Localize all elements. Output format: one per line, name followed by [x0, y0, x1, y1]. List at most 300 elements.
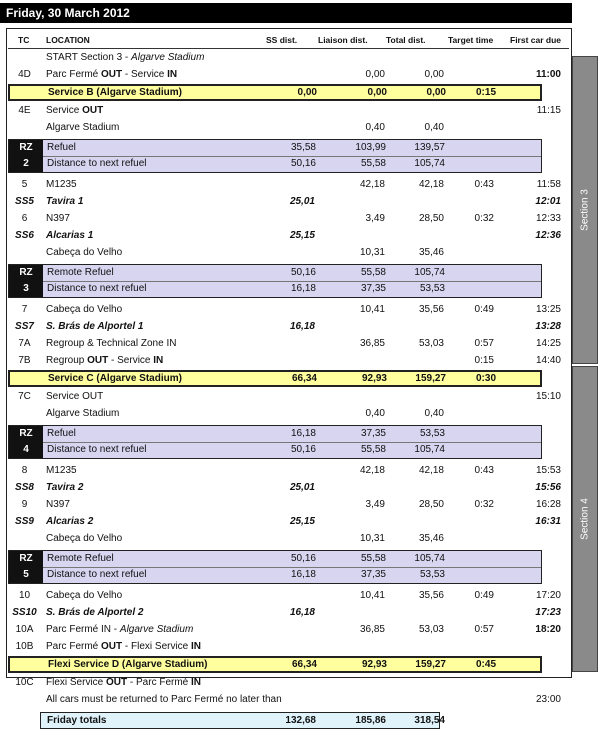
- table-row: [8, 405, 569, 422]
- target-time: [445, 691, 494, 708]
- itinerary-table: [8, 30, 569, 729]
- target-time: [445, 318, 494, 335]
- location-bold: OUT: [82, 105, 104, 116]
- table-row: [8, 388, 569, 405]
- table-row: [8, 638, 569, 655]
- location-text: All cars must be returned to Parc Fermé no later than: [46, 694, 282, 705]
- table-row: [8, 335, 569, 352]
- location-text: M1235: [46, 465, 77, 476]
- rz-tag: RZ: [19, 428, 33, 439]
- liaison-dist: 37,35: [360, 569, 386, 580]
- tc-code: 10: [18, 590, 31, 601]
- first-car-due: [503, 119, 561, 136]
- ss-dist: 25,01: [289, 482, 315, 493]
- ss-dist: 35,58: [290, 142, 316, 153]
- ss-dist: 50,16: [290, 267, 316, 278]
- totals-label: Friday totals: [47, 715, 107, 726]
- first-car-due: 16:31: [535, 516, 561, 527]
- location-text: Service B (Algarve Stadium): [48, 87, 182, 98]
- total-dist: [386, 193, 444, 210]
- location-bold: OUT: [106, 677, 128, 688]
- total-dist: 53,53: [419, 283, 445, 294]
- location-text: Cabeça do Velho: [46, 304, 123, 315]
- ss-dist: [253, 388, 315, 405]
- location: [46, 479, 83, 496]
- location-text: N397: [46, 213, 70, 224]
- ss-dist: [253, 66, 315, 83]
- total-dist: 53,03: [418, 338, 444, 349]
- first-car-due: 16:28: [535, 499, 561, 510]
- total-dist: 159,27: [415, 373, 446, 384]
- location-text: Alcarias 2: [46, 516, 94, 527]
- liaison-dist: [320, 638, 385, 655]
- liaison-dist: 37,35: [360, 283, 386, 294]
- refuel-zone-row: [9, 567, 541, 583]
- liaison-dist: 0,00: [367, 87, 387, 98]
- refuel-zone-box: [8, 139, 542, 173]
- target-time: [445, 513, 494, 530]
- liaison-dist: 42,18: [359, 179, 385, 190]
- table-row: [8, 119, 569, 136]
- liaison-dist: 55,58: [360, 444, 386, 455]
- table-row: [8, 49, 569, 66]
- table-row: [8, 691, 569, 708]
- first-car-due: 11:58: [536, 179, 561, 190]
- liaison-dist: [320, 513, 385, 530]
- location-text: N397: [46, 499, 70, 510]
- tc-code: 5: [21, 179, 28, 190]
- location: [46, 352, 163, 369]
- location-text-2: - Service: [122, 69, 168, 80]
- location: [46, 388, 103, 405]
- location-bold-2: IN: [167, 69, 178, 80]
- liaison-dist: 10,31: [359, 247, 385, 258]
- table-row: [8, 604, 569, 621]
- ss-dist: 0,00: [297, 87, 317, 98]
- refuel-zone-row: [9, 551, 541, 567]
- location-text: Service C (Algarve Stadium): [48, 373, 182, 384]
- location: [46, 462, 77, 479]
- first-car-due: 12:36: [535, 230, 561, 241]
- location-bold: OUT: [87, 355, 109, 366]
- location-text: Tavira 2: [46, 482, 84, 493]
- col-first-car-due: First car due: [510, 35, 562, 45]
- tc-code: SS8: [15, 482, 34, 493]
- col-liaison-dist: Liaison dist.: [318, 35, 368, 45]
- tc-code: SS6: [15, 230, 34, 241]
- totals-total: 318,54: [414, 715, 445, 726]
- target-time: 0:43: [474, 179, 494, 190]
- location: [48, 372, 182, 385]
- total-dist: 28,50: [418, 213, 444, 224]
- first-car-due: 23:00: [535, 694, 561, 705]
- ss-dist: [253, 244, 315, 261]
- location: [46, 496, 70, 513]
- liaison-dist: [320, 604, 385, 621]
- tc-code: 10A: [15, 624, 34, 635]
- refuel-zone-row: [9, 442, 541, 458]
- ss-dist: 16,18: [290, 569, 316, 580]
- ss-dist: 66,34: [291, 659, 317, 670]
- table-row: [8, 674, 569, 691]
- target-time: 0:32: [474, 499, 494, 510]
- liaison-dist: [320, 479, 385, 496]
- target-time: 0:32: [474, 213, 494, 224]
- liaison-dist: 10,41: [359, 590, 385, 601]
- totals-liaison: 185,86: [355, 715, 386, 726]
- section-3-label: Section 3: [579, 189, 591, 231]
- table-row: [8, 66, 569, 83]
- first-car-due: 15:56: [535, 482, 561, 493]
- location: [46, 691, 282, 708]
- tc-code: [8, 119, 41, 136]
- tc-code: SS7: [15, 321, 34, 332]
- ss-dist: [253, 352, 315, 369]
- liaison-dist: [320, 352, 385, 369]
- total-dist: 0,40: [424, 408, 444, 419]
- location-text: Regroup: [46, 355, 88, 366]
- refuel-zone-row: [9, 281, 541, 297]
- total-dist: 105,74: [414, 444, 445, 455]
- table-row: [8, 352, 569, 369]
- first-car-due: 18:20: [535, 624, 561, 635]
- target-time: 0:30: [475, 373, 496, 384]
- ss-dist: 66,34: [291, 373, 317, 384]
- liaison-dist: 36,85: [359, 338, 385, 349]
- target-time: [445, 479, 494, 496]
- target-time: [445, 530, 494, 547]
- tc-code: 7B: [18, 355, 31, 366]
- col-target-time: Target time: [448, 35, 494, 45]
- table-row: [8, 496, 569, 513]
- total-dist: 42,18: [418, 179, 444, 190]
- liaison-dist: 55,58: [360, 267, 386, 278]
- tc-code: SS9: [15, 516, 34, 527]
- ss-dist: [253, 210, 315, 227]
- ss-dist: [253, 530, 315, 547]
- location: Remote Refuel: [47, 267, 114, 278]
- location: [46, 301, 122, 318]
- liaison-dist: 55,58: [360, 158, 386, 169]
- total-dist: [386, 513, 444, 530]
- total-dist: 35,46: [418, 247, 444, 258]
- tc-code: [8, 49, 41, 66]
- total-dist: 105,74: [414, 158, 445, 169]
- rz-number: 4: [23, 444, 29, 455]
- tc-code: 8: [21, 465, 28, 476]
- totals-ss: 132,68: [285, 715, 316, 726]
- location: [46, 604, 143, 621]
- location-text: S. Brás de Alportel 2: [46, 607, 144, 618]
- location-text: Service OUT: [46, 391, 104, 402]
- location-text: Cabeça do Velho: [46, 590, 123, 601]
- ss-dist: [253, 621, 315, 638]
- liaison-dist: 55,58: [360, 553, 386, 564]
- liaison-dist: 3,49: [365, 213, 385, 224]
- location: [46, 405, 119, 422]
- location-text: S. Brás de Alportel 1: [46, 321, 144, 332]
- location-text-2: - Service: [108, 355, 154, 366]
- liaison-dist: [320, 193, 385, 210]
- liaison-dist: 10,41: [359, 304, 385, 315]
- service-row: [8, 370, 542, 387]
- ss-dist: [253, 405, 315, 422]
- location: [46, 102, 103, 119]
- location-text: Service: [46, 105, 83, 116]
- total-dist: [386, 318, 444, 335]
- liaison-dist: 10,31: [359, 533, 385, 544]
- tc-code: 10B: [15, 641, 34, 652]
- first-car-due: 15:10: [535, 391, 561, 402]
- table-body: [8, 49, 569, 708]
- ss-dist: 25,15: [289, 230, 315, 241]
- tc-code: [8, 530, 41, 547]
- target-time: 0:43: [474, 465, 494, 476]
- refuel-zone-row: [9, 156, 541, 172]
- table-row: [8, 176, 569, 193]
- total-dist: [386, 479, 444, 496]
- tc-code: [10, 86, 43, 99]
- location: [46, 674, 201, 691]
- total-dist: 159,27: [415, 659, 446, 670]
- ss-dist: 25,01: [289, 196, 315, 207]
- total-dist: [386, 102, 444, 119]
- refuel-zone-box: [8, 264, 542, 298]
- table-row: [8, 530, 569, 547]
- table-row: [8, 513, 569, 530]
- location-text: Tavira 1: [46, 196, 84, 207]
- first-car-due: 17:23: [535, 607, 561, 618]
- location: [46, 244, 122, 261]
- ss-dist: [253, 301, 315, 318]
- total-dist: [386, 638, 444, 655]
- target-time: 0:15: [475, 87, 496, 98]
- liaison-dist: 0,40: [365, 122, 385, 133]
- rz-number: 5: [23, 569, 29, 580]
- total-dist: 0,40: [424, 122, 444, 133]
- first-car-due: 13:25: [535, 304, 561, 315]
- location: [46, 49, 204, 66]
- location: [46, 193, 83, 210]
- liaison-dist: 92,93: [361, 373, 387, 384]
- target-time: [445, 604, 494, 621]
- first-car-due: 11:15: [536, 105, 561, 116]
- location-text: M1235: [46, 179, 77, 190]
- column-header-row: [8, 30, 569, 49]
- location-bold: OUT: [101, 641, 123, 652]
- table-row: [8, 621, 569, 638]
- total-dist: 35,46: [418, 533, 444, 544]
- table-row: [8, 587, 569, 604]
- ss-dist: [253, 335, 315, 352]
- liaison-dist: 92,93: [361, 659, 387, 670]
- ss-dist: [253, 102, 315, 119]
- first-car-due: 13:28: [535, 321, 561, 332]
- target-time: 0:49: [474, 590, 494, 601]
- total-dist: 53,53: [419, 428, 445, 439]
- liaison-dist: [320, 49, 385, 66]
- ss-dist: [253, 587, 315, 604]
- tc-code: [10, 658, 43, 671]
- first-car-due: [505, 86, 563, 99]
- first-car-due: [503, 674, 561, 691]
- refuel-zone-row: [9, 426, 541, 442]
- table-row: [8, 462, 569, 479]
- col-location: LOCATION: [46, 35, 90, 45]
- liaison-dist: 36,85: [359, 624, 385, 635]
- ss-dist: [253, 462, 315, 479]
- location-text-2: - Parc Fermé: [127, 677, 192, 688]
- liaison-dist: 103,99: [355, 142, 386, 153]
- location-text: Alcarias 1: [46, 230, 94, 241]
- location-italic: Algarve Stadium: [119, 624, 194, 635]
- table-row: [8, 227, 569, 244]
- location: [46, 227, 93, 244]
- location: Remote Refuel: [47, 553, 114, 564]
- tc-code: 6: [21, 213, 28, 224]
- target-time: [445, 638, 494, 655]
- target-time: [445, 49, 494, 66]
- ss-dist: 16,18: [289, 321, 315, 332]
- liaison-dist: 3,49: [365, 499, 385, 510]
- ss-dist: 50,16: [290, 158, 316, 169]
- service-row: [8, 656, 542, 673]
- location-text-2: - Flexi Service: [122, 641, 192, 652]
- total-dist: 53,03: [418, 624, 444, 635]
- tc-code: [8, 405, 41, 422]
- first-car-due: 11:00: [535, 69, 561, 80]
- total-dist: [386, 604, 444, 621]
- table-row: [8, 193, 569, 210]
- first-car-due: [503, 638, 561, 655]
- total-dist: [386, 49, 444, 66]
- location-text: Flexi Service D (Algarve Stadium): [48, 659, 208, 670]
- total-dist: [386, 691, 444, 708]
- rz-tag: RZ: [19, 553, 33, 564]
- location-bold-2: IN: [191, 677, 202, 688]
- location-text: Parc Fermé IN -: [46, 624, 120, 635]
- location: Distance to next refuel: [47, 283, 147, 294]
- rz-tag: RZ: [19, 267, 33, 278]
- first-car-due: 12:33: [535, 213, 561, 224]
- total-dist: [386, 388, 444, 405]
- location: [46, 513, 93, 530]
- location-text: Cabeça do Velho: [46, 533, 123, 544]
- liaison-dist: [320, 227, 385, 244]
- liaison-dist: 42,18: [359, 465, 385, 476]
- tc-code: 9: [21, 499, 28, 510]
- target-time: [445, 244, 494, 261]
- location: [48, 86, 182, 99]
- ss-dist: [253, 119, 315, 136]
- ss-dist: [253, 496, 315, 513]
- location-bold-2: IN: [191, 641, 202, 652]
- total-dist: 28,50: [418, 499, 444, 510]
- ss-dist: 16,18: [290, 428, 316, 439]
- total-dist: 0,00: [424, 69, 444, 80]
- first-car-due: [503, 49, 561, 66]
- total-dist: 35,56: [418, 304, 444, 315]
- location: [46, 119, 119, 136]
- location: [46, 66, 177, 83]
- location: [48, 658, 208, 671]
- ss-dist: 16,18: [290, 283, 316, 294]
- first-car-due: 14:25: [535, 338, 561, 349]
- location: Refuel: [47, 142, 76, 153]
- location: Refuel: [47, 428, 76, 439]
- location: Distance to next refuel: [47, 444, 147, 455]
- liaison-dist: [320, 674, 385, 691]
- table-row: [8, 102, 569, 119]
- location-text: Regroup & Technical Zone IN: [46, 338, 177, 349]
- tc-code: [8, 691, 41, 708]
- ss-dist: 50,16: [290, 444, 316, 455]
- liaison-dist: [320, 102, 385, 119]
- page-header: Friday, 30 March 2012: [0, 3, 572, 23]
- refuel-zone-row: [9, 140, 541, 156]
- location-bold: OUT: [101, 69, 123, 80]
- target-time: [445, 193, 494, 210]
- target-time: [445, 405, 494, 422]
- target-time: [445, 102, 494, 119]
- ss-dist: [253, 638, 315, 655]
- ss-dist: [253, 176, 315, 193]
- first-car-due: 15:53: [535, 465, 561, 476]
- target-time: 0:15: [474, 355, 494, 366]
- liaison-dist: [320, 691, 385, 708]
- first-car-due: 17:20: [535, 590, 561, 601]
- total-dist: [386, 674, 444, 691]
- total-dist: 35,56: [418, 590, 444, 601]
- tc-code: 7: [21, 304, 28, 315]
- location-text: Parc Fermé: [46, 641, 102, 652]
- location-text: Flexi Service: [46, 677, 107, 688]
- target-time: 0:57: [474, 624, 494, 635]
- location: [46, 318, 143, 335]
- col-tc: TC: [18, 35, 30, 45]
- tc-code: 7A: [18, 338, 31, 349]
- tc-code: 4D: [18, 69, 31, 80]
- location: [46, 335, 176, 352]
- first-car-due: 12:01: [535, 196, 561, 207]
- target-time: 0:57: [474, 338, 494, 349]
- location: Distance to next refuel: [47, 158, 147, 169]
- table-row: [8, 301, 569, 318]
- liaison-dist: [320, 318, 385, 335]
- total-dist: 0,00: [426, 87, 446, 98]
- location: [46, 587, 122, 604]
- target-time: 0:45: [475, 659, 496, 670]
- ss-dist: 16,18: [289, 607, 315, 618]
- total-dist: [386, 352, 444, 369]
- location-text: Algarve Stadium: [46, 122, 120, 133]
- total-dist: [386, 227, 444, 244]
- target-time: [445, 388, 494, 405]
- rz-number: 2: [23, 158, 29, 169]
- first-car-due: [503, 405, 561, 422]
- total-dist: 105,74: [414, 267, 445, 278]
- liaison-dist: 0,40: [365, 408, 385, 419]
- first-car-due: [503, 530, 561, 547]
- table-row: [8, 244, 569, 261]
- total-dist: 42,18: [418, 465, 444, 476]
- tc-code: [8, 244, 41, 261]
- tc-code: 7C: [18, 391, 31, 402]
- first-car-due: [503, 244, 561, 261]
- location-text: Parc Fermé: [46, 69, 102, 80]
- target-time: [445, 227, 494, 244]
- location: [46, 530, 122, 547]
